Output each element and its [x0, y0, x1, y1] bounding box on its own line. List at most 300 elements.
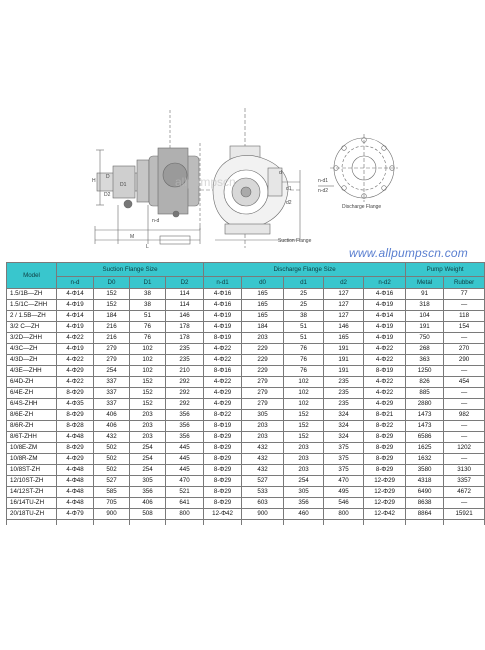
- table-cell: 254: [284, 476, 324, 487]
- table-cell: 495: [324, 487, 364, 498]
- table-cell: 4-Φ48: [57, 498, 94, 509]
- table-cell: 375: [324, 454, 364, 465]
- table-cell: 521: [166, 487, 204, 498]
- table-cell: 152: [130, 399, 166, 410]
- table-cell: —: [444, 432, 485, 443]
- table-cell: 4-Φ16: [204, 300, 242, 311]
- table-row: [7, 289, 485, 300]
- suction-flange-header: Suction Flange Size: [57, 263, 204, 277]
- table-cell: 4-Φ22: [57, 355, 94, 366]
- table-cell: 454: [444, 377, 485, 388]
- flange-detail-caption: Discharge Flange: [342, 204, 382, 210]
- spec-table: [6, 262, 485, 525]
- model-header: Model: [7, 263, 57, 289]
- table-row: [7, 443, 485, 454]
- table-cell: 4-Φ14: [364, 311, 406, 322]
- discharge-flange-header: Discharge Flange Size: [204, 263, 406, 277]
- table-cell: 118: [444, 311, 485, 322]
- table-cell: 305: [284, 487, 324, 498]
- dim-label-n-d1: n-d1: [318, 178, 329, 184]
- table-cell: 292: [166, 377, 204, 388]
- table-row: [7, 421, 485, 432]
- table-cell: 165: [242, 289, 284, 300]
- table-cell: 292: [166, 399, 204, 410]
- table-cell: 8-Φ29: [364, 432, 406, 443]
- table-cell: 356: [166, 410, 204, 421]
- table-row: [7, 476, 485, 487]
- table-cell: 4-Φ29: [364, 399, 406, 410]
- table-cell: 4-Φ22: [204, 355, 242, 366]
- table-cell: 4-Φ29: [57, 366, 94, 377]
- table-cell: 4-Φ22: [57, 377, 94, 388]
- table-cell: 1473: [406, 421, 444, 432]
- table-row: [7, 355, 485, 366]
- table-cell: 279: [94, 344, 130, 355]
- column-header: Rubber: [444, 277, 485, 289]
- column-header: d0: [242, 277, 284, 289]
- column-header: n-d1: [204, 277, 242, 289]
- table-row: [7, 454, 485, 465]
- table-cell: 8-Φ19: [204, 333, 242, 344]
- table-cell: 4318: [406, 476, 444, 487]
- table-cell: 406: [130, 498, 166, 509]
- table-cell: 76: [130, 322, 166, 333]
- table-cell: 445: [166, 443, 204, 454]
- table-cell: 3357: [444, 476, 485, 487]
- table-row: [7, 344, 485, 355]
- suction-flange-caption: Suction Flange: [278, 238, 312, 244]
- table-cell: 127: [324, 289, 364, 300]
- model-cell: 8/6E-ZH: [7, 410, 57, 421]
- table-cell: 76: [284, 366, 324, 377]
- table-cell: 8-Φ19: [204, 421, 242, 432]
- table-cell: 102: [130, 355, 166, 366]
- table-cell: 432: [242, 465, 284, 476]
- table-cell: 363: [406, 355, 444, 366]
- model-cell: 4/3D—ZH: [7, 355, 57, 366]
- table-cell: 152: [94, 289, 130, 300]
- table-cell: 4-Φ29: [204, 399, 242, 410]
- table-cell: 114: [166, 289, 204, 300]
- table-cell: 800: [166, 509, 204, 520]
- table-cell: 4-Φ29: [57, 454, 94, 465]
- table-cell: 127: [324, 300, 364, 311]
- table-cell: 4-Φ48: [57, 476, 94, 487]
- column-header: n-d: [57, 277, 94, 289]
- model-cell: 14/12ST-ZH: [7, 487, 57, 498]
- table-cell: 254: [130, 465, 166, 476]
- table-cell: 4-Φ22: [204, 344, 242, 355]
- table-cell: 8-Φ19: [364, 366, 406, 377]
- site-url-link[interactable]: www.allpumpscn.com: [349, 246, 468, 260]
- table-cell: 8-Φ29: [364, 443, 406, 454]
- model-cell: 6/4E-ZH: [7, 388, 57, 399]
- table-cell: 4-Φ22: [364, 377, 406, 388]
- table-cell: 203: [284, 443, 324, 454]
- dim-label-D2: D2: [104, 192, 111, 198]
- model-cell: 12/10ST-ZH: [7, 476, 57, 487]
- table-row: [7, 311, 485, 322]
- model-cell: 1.5/1C—ZHH: [7, 300, 57, 311]
- table-row: [7, 487, 485, 498]
- table-cell: 235: [324, 388, 364, 399]
- model-cell: 10/8ST-ZH: [7, 465, 57, 476]
- table-cell: 104: [406, 311, 444, 322]
- model-cell: 10/8E-ZM: [7, 443, 57, 454]
- table-cell: 4-Φ48: [57, 465, 94, 476]
- model-cell: 6/4S-ZHH: [7, 399, 57, 410]
- table-cell: 8-Φ29: [204, 432, 242, 443]
- table-cell: 305: [242, 410, 284, 421]
- table-cell: 51: [284, 333, 324, 344]
- table-cell: 76: [284, 355, 324, 366]
- table-row-cropped: [7, 520, 485, 525]
- table-cell: 982: [444, 410, 485, 421]
- table-cell: 1202: [444, 443, 485, 454]
- table-cell: 254: [94, 366, 130, 377]
- table-cell: 15921: [444, 509, 485, 520]
- table-cell: 235: [324, 377, 364, 388]
- table-cell: 279: [242, 399, 284, 410]
- pump-technical-drawing: [0, 0, 470, 250]
- column-header: D0: [94, 277, 130, 289]
- table-row: [7, 498, 485, 509]
- table-cell: 8-Φ29: [57, 410, 94, 421]
- table-cell: 1473: [406, 410, 444, 421]
- table-cell: 12-Φ29: [364, 487, 406, 498]
- table-cell: 4-Φ22: [364, 344, 406, 355]
- table-cell: 290: [444, 355, 485, 366]
- table-cell: 1250: [406, 366, 444, 377]
- table-cell: 356: [166, 432, 204, 443]
- table-cell: 337: [94, 377, 130, 388]
- table-cell: 8-Φ29: [204, 476, 242, 487]
- dim-label-D1: D1: [120, 182, 127, 188]
- table-cell: 184: [94, 311, 130, 322]
- column-header: D2: [166, 277, 204, 289]
- table-cell: 4-Φ79: [57, 509, 94, 520]
- table-row: [7, 509, 485, 520]
- model-cell: 6/4D-ZH: [7, 377, 57, 388]
- table-cell: 324: [324, 421, 364, 432]
- table-cell: 178: [166, 333, 204, 344]
- model-cell: 3/2 C—ZH: [7, 322, 57, 333]
- table-cell: 508: [130, 509, 166, 520]
- table-cell: 12-Φ29: [364, 476, 406, 487]
- table-cell: 527: [242, 476, 284, 487]
- table-cell: 203: [130, 432, 166, 443]
- table-cell: 292: [166, 388, 204, 399]
- table-cell: 8-Φ29: [204, 498, 242, 509]
- table-cell: 152: [130, 388, 166, 399]
- table-cell: 235: [166, 344, 204, 355]
- table-cell: 127: [324, 311, 364, 322]
- table-cell: 114: [166, 300, 204, 311]
- table-cell: 191: [324, 344, 364, 355]
- table-row: [7, 432, 485, 443]
- table-cell: 203: [130, 421, 166, 432]
- table-cell: 8-Φ29: [204, 465, 242, 476]
- table-cell: 152: [284, 421, 324, 432]
- table-row: [7, 322, 485, 333]
- table-cell: 4-Φ22: [364, 355, 406, 366]
- table-cell: 216: [94, 322, 130, 333]
- model-cell: 3/2D—ZHH: [7, 333, 57, 344]
- model-cell: 4/3E—ZHH: [7, 366, 57, 377]
- table-cell: 235: [324, 399, 364, 410]
- table-cell: 1625: [406, 443, 444, 454]
- table-cell: 900: [94, 509, 130, 520]
- table-cell: 38: [130, 300, 166, 311]
- table-cell: —: [444, 421, 485, 432]
- table-cell: 460: [284, 509, 324, 520]
- table-cell: 4-Φ35: [57, 399, 94, 410]
- table-cell: 406: [94, 421, 130, 432]
- table-cell: 533: [242, 487, 284, 498]
- table-cell: 445: [166, 465, 204, 476]
- table-cell: 502: [94, 443, 130, 454]
- table-cell: 445: [166, 454, 204, 465]
- table-cell: 12-Φ29: [364, 498, 406, 509]
- table-cell: 4-Φ19: [57, 344, 94, 355]
- table-cell: 8-Φ29: [57, 388, 94, 399]
- table-cell: 8-Φ28: [57, 421, 94, 432]
- table-cell: 76: [284, 344, 324, 355]
- table-cell: 2880: [406, 399, 444, 410]
- table-cell: 4-Φ48: [57, 432, 94, 443]
- table-cell: 4-Φ19: [57, 300, 94, 311]
- table-cell: 203: [242, 432, 284, 443]
- table-cell: 51: [130, 311, 166, 322]
- table-cell: 641: [166, 498, 204, 509]
- table-cell: 4-Φ19: [364, 300, 406, 311]
- table-cell: 375: [324, 443, 364, 454]
- table-cell: 750: [406, 333, 444, 344]
- dim-label-n-d: n-d: [152, 218, 160, 224]
- table-cell: 268: [406, 344, 444, 355]
- table-cell: 318: [406, 300, 444, 311]
- table-cell: 229: [242, 344, 284, 355]
- table-cell: 4672: [444, 487, 485, 498]
- table-cell: 432: [242, 454, 284, 465]
- column-header: d1: [284, 277, 324, 289]
- table-cell: 152: [130, 377, 166, 388]
- table-cell: 91: [406, 289, 444, 300]
- table-cell: 152: [94, 300, 130, 311]
- table-cell: 229: [242, 355, 284, 366]
- table-cell: 4-Φ16: [364, 289, 406, 300]
- table-cell: 4-Φ22: [364, 388, 406, 399]
- table-cell: 203: [284, 454, 324, 465]
- table-cell: 102: [284, 388, 324, 399]
- table-row: [7, 399, 485, 410]
- table-row: [7, 366, 485, 377]
- column-header: D1: [130, 277, 166, 289]
- table-cell: 356: [166, 421, 204, 432]
- table-cell: 203: [284, 465, 324, 476]
- table-cell: 305: [130, 476, 166, 487]
- flange-detail-view: [318, 134, 398, 202]
- table-cell: 254: [130, 443, 166, 454]
- table-cell: —: [444, 399, 485, 410]
- table-cell: 184: [242, 322, 284, 333]
- table-cell: 254: [130, 454, 166, 465]
- model-cell: 16/14TU-ZH: [7, 498, 57, 509]
- table-cell: 4-Φ19: [204, 322, 242, 333]
- table-cell: 800: [324, 509, 364, 520]
- table-cell: 8-Φ21: [364, 410, 406, 421]
- table-cell: 406: [94, 410, 130, 421]
- table-cell: 502: [94, 465, 130, 476]
- table-cell: 900: [242, 509, 284, 520]
- table-cell: 270: [444, 344, 485, 355]
- table-cell: 432: [242, 443, 284, 454]
- table-cell: 432: [94, 432, 130, 443]
- table-cell: 4-Φ22: [57, 333, 94, 344]
- table-cell: 4-Φ19: [204, 311, 242, 322]
- table-cell: 279: [94, 355, 130, 366]
- table-cell: 6586: [406, 432, 444, 443]
- table-cell: 4-Φ48: [57, 487, 94, 498]
- table-cell: 470: [166, 476, 204, 487]
- table-cell: 6490: [406, 487, 444, 498]
- table-cell: 203: [242, 333, 284, 344]
- dim-label-M: M: [130, 234, 135, 240]
- table-cell: 4-Φ14: [57, 311, 94, 322]
- table-cell: —: [444, 454, 485, 465]
- table-row: [7, 465, 485, 476]
- model-cell: 2 / 1.5B—ZH: [7, 311, 57, 322]
- table-cell: 165: [242, 311, 284, 322]
- table-cell: 279: [242, 377, 284, 388]
- table-cell: 8-Φ29: [204, 487, 242, 498]
- table-cell: 191: [406, 322, 444, 333]
- dim-label-d2: d2: [286, 200, 292, 206]
- table-cell: 25: [284, 300, 324, 311]
- table-cell: 502: [94, 454, 130, 465]
- table-cell: 527: [94, 476, 130, 487]
- table-cell: 4-Φ29: [204, 388, 242, 399]
- table-cell: 178: [166, 322, 204, 333]
- table-cell: 102: [130, 344, 166, 355]
- table-cell: 585: [94, 487, 130, 498]
- dim-label-L: L: [146, 244, 149, 250]
- table-cell: 470: [324, 476, 364, 487]
- column-header: n-d2: [364, 277, 406, 289]
- table-cell: 356: [130, 487, 166, 498]
- table-cell: 152: [284, 410, 324, 421]
- table-cell: 8-Φ16: [204, 366, 242, 377]
- table-cell: 337: [94, 399, 130, 410]
- table-cell: 4-Φ16: [204, 289, 242, 300]
- table-cell: 38: [130, 289, 166, 300]
- table-cell: 77: [444, 289, 485, 300]
- model-cell: 1.5/1B—ZH: [7, 289, 57, 300]
- table-row: [7, 410, 485, 421]
- table-cell: 826: [406, 377, 444, 388]
- table-cell: 191: [324, 355, 364, 366]
- table-cell: 12-Φ42: [204, 509, 242, 520]
- table-cell: 337: [94, 388, 130, 399]
- table-cell: —: [444, 366, 485, 377]
- table-row: [7, 388, 485, 399]
- table-row: [7, 377, 485, 388]
- table-cell: 146: [166, 311, 204, 322]
- table-cell: 235: [166, 355, 204, 366]
- table-cell: 203: [130, 410, 166, 421]
- table-cell: 165: [324, 333, 364, 344]
- table-cell: 4-Φ19: [364, 333, 406, 344]
- table-cell: 4-Φ14: [57, 289, 94, 300]
- table-row: [7, 333, 485, 344]
- table-cell: 603: [242, 498, 284, 509]
- table-cell: —: [444, 498, 485, 509]
- table-cell: 51: [284, 322, 324, 333]
- table-cell: —: [444, 388, 485, 399]
- table-cell: 8-Φ22: [204, 410, 242, 421]
- pump-weight-header: Pump Weight: [406, 263, 485, 277]
- table-cell: 152: [284, 432, 324, 443]
- table-cell: 38: [284, 311, 324, 322]
- table-cell: 375: [324, 465, 364, 476]
- table-cell: 216: [94, 333, 130, 344]
- model-cell: 10/8R-ZM: [7, 454, 57, 465]
- table-cell: 102: [284, 399, 324, 410]
- table-cell: 1632: [406, 454, 444, 465]
- table-row: [7, 300, 485, 311]
- table-cell: 210: [166, 366, 204, 377]
- table-cell: 4-Φ19: [364, 322, 406, 333]
- column-header: d2: [324, 277, 364, 289]
- table-cell: 12-Φ42: [364, 509, 406, 520]
- table-cell: —: [444, 333, 485, 344]
- table-cell: 324: [324, 410, 364, 421]
- table-cell: 546: [324, 498, 364, 509]
- table-cell: 8-Φ29: [204, 454, 242, 465]
- table-cell: 8-Φ29: [57, 443, 94, 454]
- column-header: Metal: [406, 277, 444, 289]
- table-cell: 146: [324, 322, 364, 333]
- dim-label-H: H: [92, 178, 96, 184]
- table-cell: 356: [284, 498, 324, 509]
- table-cell: 25: [284, 289, 324, 300]
- table-cell: 8-Φ22: [364, 421, 406, 432]
- model-cell: 8/6T-ZHH: [7, 432, 57, 443]
- model-cell: 8/6R-ZH: [7, 421, 57, 432]
- dim-label-D: D: [106, 174, 110, 180]
- dim-label-d1: d1: [286, 186, 292, 192]
- table-cell: 76: [130, 333, 166, 344]
- table-cell: 3130: [444, 465, 485, 476]
- table-cell: 154: [444, 322, 485, 333]
- table-cell: 8-Φ29: [204, 443, 242, 454]
- table-cell: 102: [130, 366, 166, 377]
- table-cell: 705: [94, 498, 130, 509]
- table-cell: —: [444, 300, 485, 311]
- table-cell: 102: [284, 377, 324, 388]
- table-cell: 4-Φ22: [204, 377, 242, 388]
- table-cell: 8-Φ29: [364, 454, 406, 465]
- table-cell: 885: [406, 388, 444, 399]
- table-cell: 324: [324, 432, 364, 443]
- model-cell: 20/18TU-ZH: [7, 509, 57, 520]
- model-cell: 4/3C—ZH: [7, 344, 57, 355]
- table-cell: 8-Φ29: [364, 465, 406, 476]
- dim-label-n-d2: n-d2: [318, 188, 329, 194]
- table-cell: 165: [242, 300, 284, 311]
- dim-label-d: d: [279, 170, 282, 176]
- table-cell: 3580: [406, 465, 444, 476]
